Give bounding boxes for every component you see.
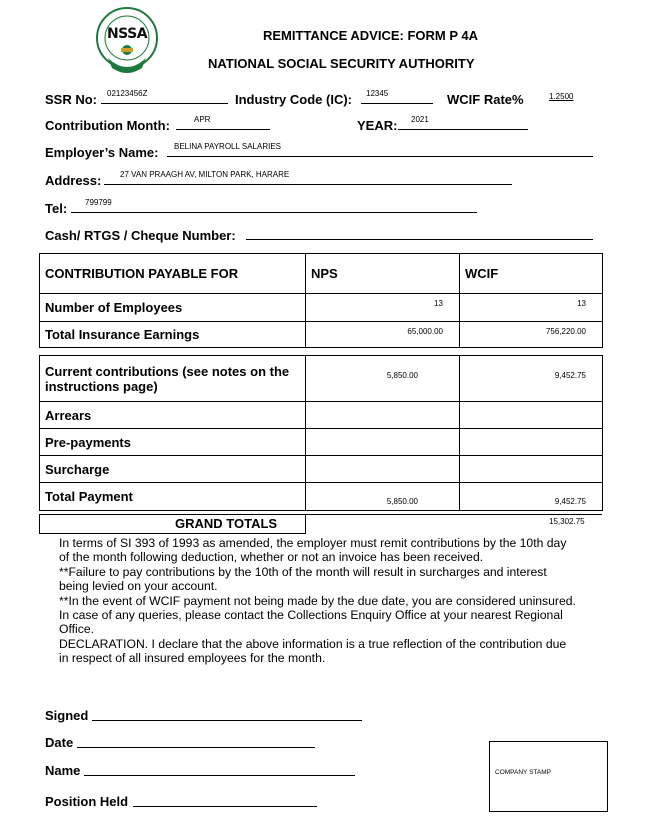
header-contribution: CONTRIBUTION PAYABLE FOR — [40, 254, 306, 294]
note-paragraph: **Failure to pay contributions by the 10th of the month will result in surcharges and interest being levied on your account. — [59, 564, 547, 594]
nssa-logo — [94, 6, 160, 78]
wcif-cell[interactable] — [460, 456, 603, 483]
nps-cell[interactable]: 5,850.00 — [306, 356, 460, 402]
header-nps: NPS — [306, 254, 460, 294]
employer-label: Employer’s Name: — [45, 145, 159, 160]
row-label: Surcharge — [40, 456, 306, 483]
name-label: Name — [45, 763, 81, 778]
table-row — [40, 356, 603, 402]
month-label: Contribution Month: — [45, 118, 170, 133]
contribution-table — [39, 253, 603, 348]
date-field[interactable] — [77, 733, 315, 748]
nps-cell[interactable]: 13 — [306, 294, 460, 322]
ssr-label: SSR No: — [45, 92, 97, 107]
authority-name: NATIONAL SOCIAL SECURITY AUTHORITY — [208, 56, 475, 71]
note-paragraph: **In the event of WCIF payment not being made by the due date, you are considered uninsured. — [59, 593, 576, 608]
date-label: Date — [45, 735, 74, 750]
nssa-seal-graphic — [94, 6, 160, 78]
nps-cell[interactable] — [306, 429, 460, 456]
row-label: Total Payment — [40, 483, 306, 511]
grand-totals-label: GRAND TOTALS — [175, 516, 278, 531]
table-row — [40, 456, 603, 483]
nps-cell[interactable]: 65,000.00 — [306, 322, 460, 348]
row-label: Pre-payments — [40, 429, 306, 456]
nps-cell[interactable] — [306, 456, 460, 483]
instructions-notes — [59, 536, 579, 666]
signed-label: Signed — [45, 708, 89, 723]
table-row — [40, 429, 603, 456]
tel-field[interactable] — [71, 198, 477, 213]
form-title: REMITTANCE ADVICE: FORM P 4A — [263, 28, 478, 43]
note-paragraph: In terms of SI 393 of 1993 as amended, the employer must remit contributions by the 10th day of the month following deduction, whether or not an invoice has been received. — [59, 536, 567, 565]
table-row — [40, 322, 603, 348]
nps-cell[interactable]: 5,850.00 — [306, 483, 460, 511]
employer-value: BELINA PAYROLL SALARIES — [174, 142, 282, 151]
table-row — [40, 294, 603, 322]
logo-text: NSSA — [106, 26, 148, 42]
note-paragraph: In case of any queries, please contact the Collections Enquiry Office at your nearest Regional Office. — [59, 608, 563, 637]
table-row — [40, 483, 603, 511]
tel-value: 799799 — [85, 198, 112, 207]
nps-cell[interactable] — [306, 402, 460, 429]
cash-label: Cash/ RTGS / Cheque Number: — [45, 228, 236, 243]
company-stamp-label: COMPANY STAMP — [495, 769, 551, 776]
address-label: Address: — [45, 173, 102, 188]
position-label: Position Held — [45, 794, 129, 809]
month-value: APR — [194, 115, 211, 124]
row-label: Arrears — [40, 402, 306, 429]
wcif-cell[interactable]: 13 — [460, 294, 603, 322]
wcif-cell[interactable] — [460, 402, 603, 429]
industry-value: 12345 — [366, 89, 389, 98]
address-value: 27 VAN PRAAGH AV, MILTON PARK, HARARE — [120, 170, 290, 179]
row-label: Number of Employees — [40, 294, 306, 322]
industry-label: Industry Code (IC): — [235, 92, 352, 107]
company-stamp-box[interactable] — [489, 741, 608, 812]
wcif-cell[interactable]: 756,220.00 — [460, 322, 603, 348]
payment-table — [39, 355, 603, 511]
year-label: YEAR: — [357, 118, 398, 133]
table-row — [40, 402, 603, 429]
name-field[interactable] — [84, 761, 355, 776]
wcif-cell[interactable]: 9,452.75 — [460, 483, 603, 511]
position-field[interactable] — [133, 792, 317, 807]
wcif-cell[interactable]: 9,452.75 — [460, 356, 603, 402]
month-field[interactable] — [176, 115, 270, 130]
row-label: Current contributions (see notes on the instructions page) — [40, 356, 306, 402]
wcif-rate-value: 1.2500 — [549, 92, 574, 101]
header-wcif: WCIF — [460, 254, 603, 294]
grand-totals-value: 15,302.75 — [549, 517, 585, 526]
cash-field[interactable] — [246, 225, 593, 240]
wcif-cell[interactable] — [460, 429, 603, 456]
row-label: Total Insurance Earnings — [40, 322, 306, 348]
signed-field[interactable] — [92, 706, 362, 721]
year-value: 2021 — [411, 115, 429, 124]
wcif-rate-label: WCIF Rate% — [447, 92, 524, 107]
tel-label: Tel: — [45, 201, 68, 216]
table-header-row — [40, 254, 603, 294]
declaration-paragraph: DECLARATION. I declare that the above information is a true reflection of the contribution due in respect of all insured employees for the month. — [59, 636, 567, 666]
ssr-value: 02123456Z — [107, 89, 148, 98]
